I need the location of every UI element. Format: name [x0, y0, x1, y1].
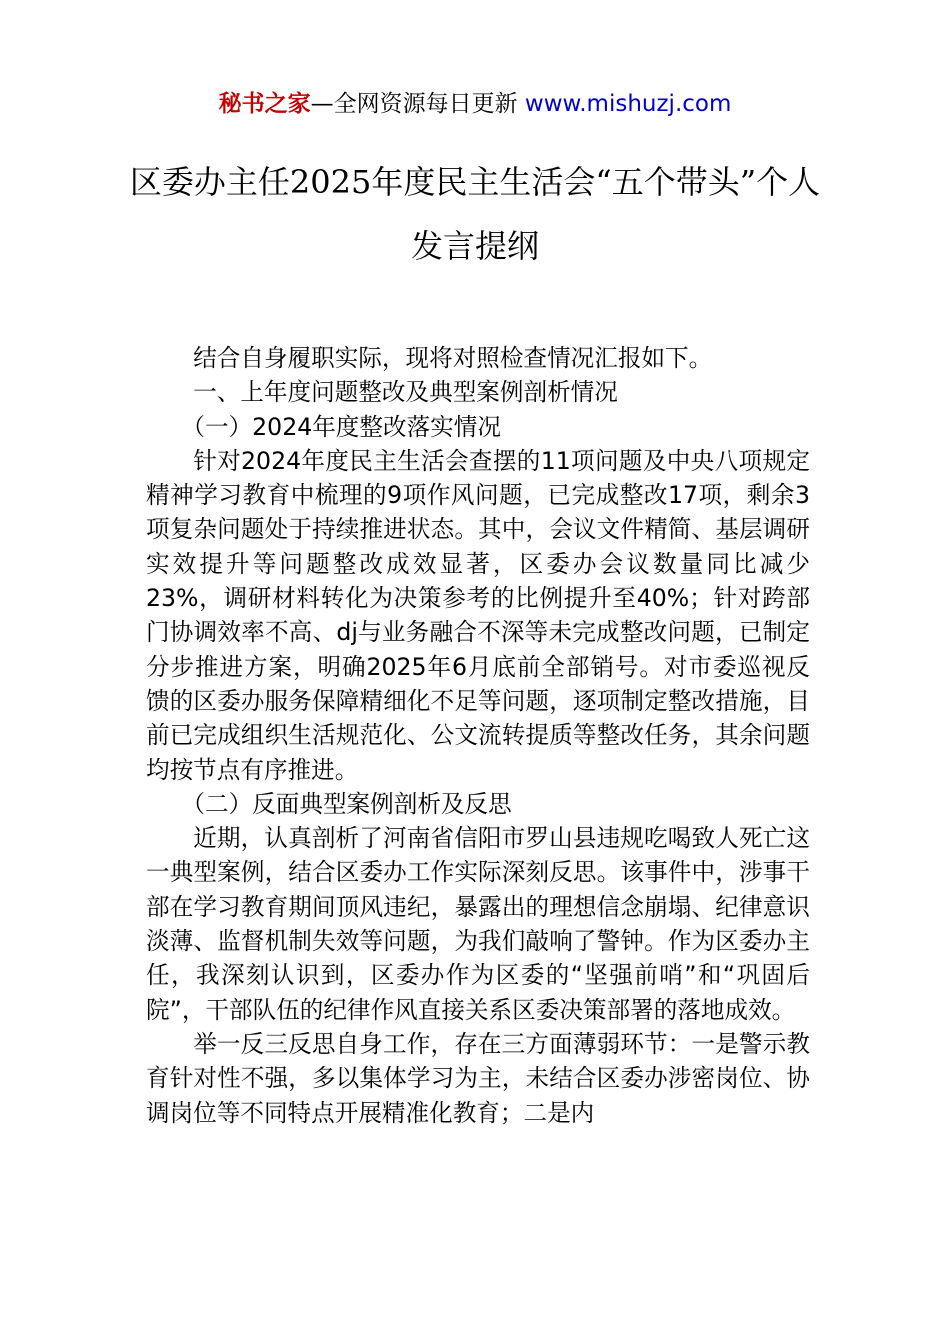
subsection-heading-2: （二）反面典型案例剖析及反思	[181, 789, 512, 818]
site-tagline: 全网资源每日更新	[333, 91, 518, 117]
header-dash: —	[310, 91, 334, 117]
intro-paragraph: 结合自身履职实际，现将对照检查情况汇报如下。	[193, 344, 713, 372]
body-paragraph: 举一反三反思自身工作，存在三方面薄弱环节：一是警示教育针对性不强，多以集体学习为主，未结合区委办涉密岗位、协调岗位等不同特点开展精准化教育；二是内	[146, 1029, 810, 1127]
document-body	[146, 341, 810, 1130]
section-heading-1: 一、上年度问题整改及典型案例剖析情况	[193, 378, 618, 407]
body-paragraph: 近期，认真剖析了河南省信阳市罗山县违规吃喝致人死亡这一典型案例，结合区委办工作实际深刻反思。该事件中，涉事干部在学习教育期间顶风违纪，暴露出的理想信念崩塌、纪律意识淡薄、监督机制失效等问题，为我们敲响了警钟。作为区委办主任，我深刻认识到，区委办作为区委的“坚强前哨”和“巩固后院”，干部队伍的纪律作风直接关系区委决策部署的落地成效。	[146, 824, 810, 1024]
site-brand: 秘书之家	[218, 91, 311, 117]
site-header	[0, 86, 950, 122]
subsection-heading-1: （一）2024年度整改落实情况	[181, 412, 501, 441]
document-title: 区委办主任2025年度民主生活会“五个带头”个人发言提纲	[129, 163, 821, 265]
body-paragraph: 针对2024年度民主生活会查摆的11项问题及中央八项规定精神学习教育中梳理的9项作风问题，已完成整改17项，剩余3项复杂问题处于持续推进状态。其中，会议文件精简、基层调研实效提升等问题整改成效显著，区委办会议数量同比减少23%，调研材料转化为决策参考的比例提升至40%；针对跨部门协调效率不高、dj与业务融合不深等未完成整改问题，已制定分步推进方案，明确2025年6月底前全部销号。对市委巡视反馈的区委办服务保障精细化不足等问题，逐项制定整改措施，目前已完成组织生活规范化、公文流转提质等整改任务，其余问题均按节点有序推进。	[146, 446, 810, 784]
site-url-link[interactable]: www.mishuzj.com	[524, 91, 732, 117]
